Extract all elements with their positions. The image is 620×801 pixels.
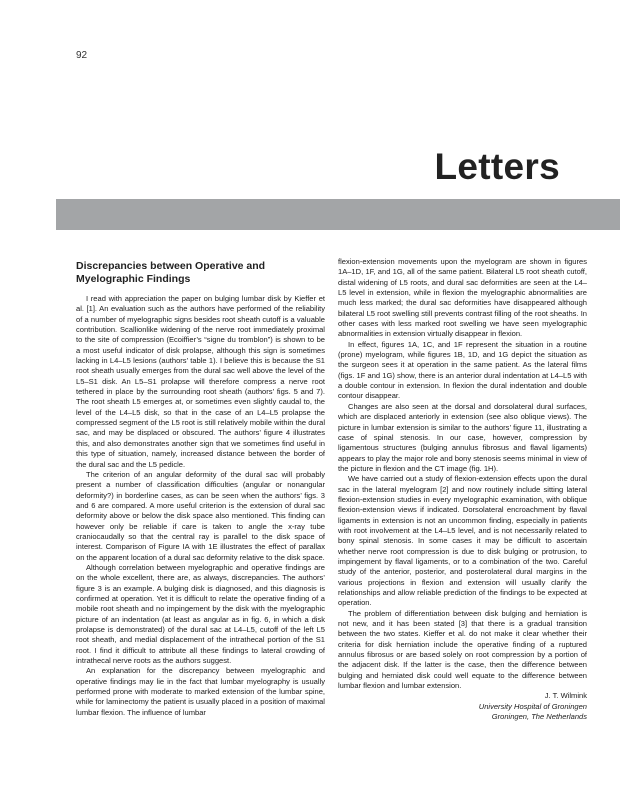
right-column [338,257,587,722]
author-location: Groningen, The Netherlands [491,712,587,722]
signature-block [338,691,587,722]
body-paragraph: I read with appreciation the paper on bulging lumbar disk by Kieffer et al. [1]. An evaluation such as the authors have performed of the reliability of a number of myelographic signs besides root sheath cutoff is a valuable contribution. Scallionlike widening of the nerve root immediately proximal to the site of compression (Ecoiffier’s “signe du tromblon”) is shown to be a most useful indicator of disk prolapse, although this sign is sometimes lacking in L4–L5 lesions (authors’ table 1). I believe this is because the S1 root sheath usually emerges from the dural sac well above the level of the L5–S1 disk. An L5–S1 prolapse will therefore compress a nerve root tethered in place by the surrounding root sheath (authors’ figs. 5 and 7). The root sheath L5 emerges at, or sometimes even slightly caudal to, the level of the L4–L5 disk, so that in the case of an L4–L5 prolapse the compressed segment of the L5 root is still relatively mobile within the dural sac, and may be displaced or obscured. The authors’ figure 4 illustrates this, and also demonstrates another sign that we sometimes find useful in this type of situation, namely, increased distance between the border of the dural sac and the L5 pedicle. [76,294,325,469]
page-number: 92 [76,50,88,61]
section-title: Letters [434,146,560,187]
body-paragraph: Changes are also seen at the dorsal and dorsolateral dural surfaces, which are displaced anteriorly in extension (see also oblique views). The picture in lumbar extension is similar to the authors’ figure 11, illustrating a case of spinal stenosis. In our case, however, compression by ligamentous structures (bulging annulus fibrosus and flaval ligaments) appears to play the major role and bony stenosis seems minimal in view of the picture in flexion and the CT image (fig. 1H). [338,401,587,473]
body-paragraph: The problem of differentiation between disk bulging and herniation is not new, and it has been stated [3] that there is a gradual transition between the two states. Kieffer et al. do not make it clear whether their criteria for disk herniation include the operative finding of a ruptured annulus fibrosus or are based solely on root compression by a portion of the adjacent disk. If the latter is the case, then the difference between bulging and herniated disk could well equate to the difference between lumbar flexion and lumbar extension. [338,608,587,691]
left-column [76,257,325,718]
author-institution: University Hospital of Groningen [478,701,587,711]
header-band [56,199,620,230]
article-title: Discrepancies between Operative and Myelographic Findings [76,260,266,285]
body-paragraph-continued: flexion-extension movements upon the myelogram are shown in figures 1A–1D, 1F, and 1G, all of the same patient. Bilateral L5 root sheath cutoff, distal widening of L5 roots, and dural sac deformities are seen at the L4–L5 level in extension, while in flexion the myelographic abnormalities are much less marked; the dural sac deformities have disappeared although bilateral L5 root swelling still prevents contrast filling of the root sheaths. In other cases with less marked root swelling we have seen myelographic abnormalities in extension virtually disappear in flexion. [338,257,587,339]
body-paragraph: The criterion of an angular deformity of the dural sac will probably present a number of classification difficulties (angular or nonangular deformity?) in borderline cases, as can be seen when the authors’ figs. 3 and 6 are compared. A more useful criterion is the extension of dural sac deformity above or below the disk space also mentioned. This finding can however only be reliable if care is taken to angle the x-ray tube craniocaudally so that the central ray is parallel to the disk space of interest. Comparison of Figure IA with 1E illustrates the effect of parallax on the apparent location of a dural sac deformity relative to the disk space. [76,469,325,562]
author-name: J. T. Wilmink [544,691,587,701]
body-paragraph: Although correlation between myelographic and operative findings are on the whole excellent, there are, as always, discrepancies. The authors’ figure 3 is an example. A bulging disk is diagnosed, and this diagnosis is confirmed at operation. Yet it is difficult to relate the operative finding of a mobile root sheath and no impingement by the disk with the myelographic picture of an indentation (at least as angular as in fig. 6, in which a disk prolapse is demonstrated) of the dural sac at L4–L5, cutoff of the left L5 root sheath, and medial displacement of the intrathecal portion of the S1 root. I find it difficult to attribute all these findings to lateral crowding of intrathecal nerve roots as the authors suggest. [76,562,325,666]
body-paragraph: We have carried out a study of flexion-extension effects upon the dural sac in the lateral myelogram [2] and now routinely include sitting lateral flexion-extension studies in every myelographic examination, with oblique flexion-extension views if indicated. Dorsolateral encroachment by flaval ligaments in extension is not an uncommon finding, especially in patients with root involvement at the L4–L5 level, and is not necessarily related to bony spinal stenosis. In some cases it may be difficult to ascertain whether nerve root compression is due to disk bulging or protrusion, to impingement by flaval ligaments, or to a combination of the two. Careful study of the anterior, posterior, and posterolateral dural margins in the various projections in flexion and extension will usually clarify the relationships and allow reliable prediction of the findings to be expected at operation. [338,474,587,608]
body-paragraph: An explanation for the discrepancy between myelographic and operative findings may lie in the fact that lumbar myelography is usually performed prone with moderate to marked extension of the lumbar spine, while for laminectomy the patient is usually placed in a position of maximal lumbar flexion. The influence of lumbar [76,666,325,717]
body-paragraph: In effect, figures 1A, 1C, and 1F represent the situation in a routine (prone) myelogram, while figures 1B, 1D, and 1G depict the situation as the surgeon sees it at operation in the same patient. As the lateral films (figs. 1F and 1G) show, there is an anterior dural indentation at L4–L5 with a double contour in extension. In flexion the dural indentation and double contour disappear. [338,339,587,401]
